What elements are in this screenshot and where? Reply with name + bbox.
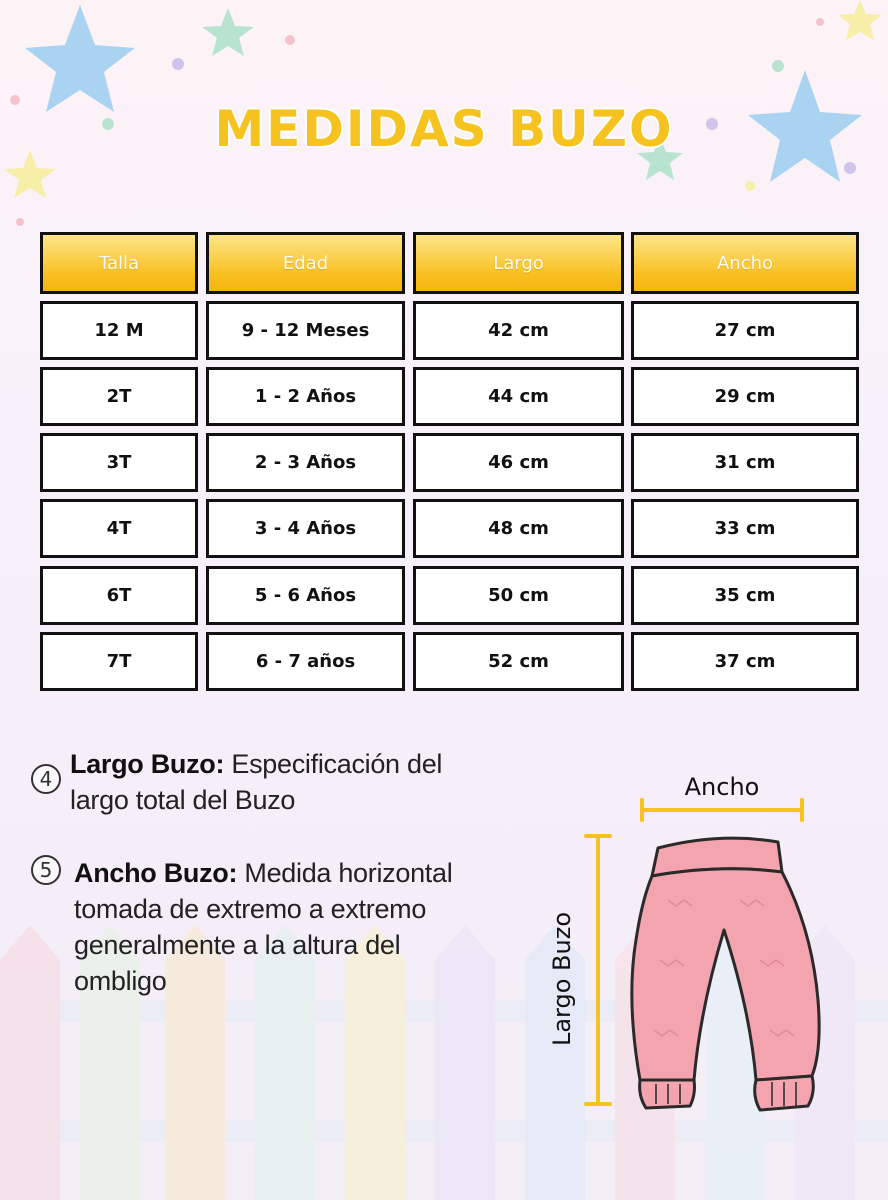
note-label: Ancho Buzo: (74, 858, 238, 888)
table-cell-ancho: 27 cm (631, 301, 859, 360)
table-cell-largo: 42 cm (413, 301, 624, 360)
note-text: ombligo (74, 966, 167, 996)
note-number-badge: 4 (31, 764, 61, 794)
table-cell-talla: 3T (40, 433, 198, 492)
table-header-largo: Largo (413, 232, 624, 294)
table-cell-ancho: 35 cm (631, 566, 859, 625)
note-text: generalmente a la altura del (74, 930, 401, 960)
table-cell-edad: 6 - 7 años (206, 632, 405, 691)
table-cell-talla: 2T (40, 367, 198, 426)
table-header-edad: Edad (206, 232, 405, 294)
table-cell-edad: 5 - 6 Años (206, 566, 405, 625)
table-cell-edad: 9 - 12 Meses (206, 301, 405, 360)
note-text: Medida horizontal (244, 858, 453, 888)
width-measure-line (642, 800, 802, 820)
note-text: Especificación del (231, 749, 443, 779)
table-cell-largo: 44 cm (413, 367, 624, 426)
table-cell-talla: 4T (40, 499, 198, 558)
width-measure-label: Ancho (684, 773, 760, 801)
table-cell-edad: 3 - 4 Años (206, 499, 405, 558)
table-cell-talla: 12 M (40, 301, 198, 360)
length-measure-line (586, 836, 610, 1104)
note-text: tomada de extremo a extremo (74, 894, 427, 924)
table-cell-ancho: 29 cm (631, 367, 859, 426)
sweatpants-icon (632, 838, 819, 1110)
table-cell-edad: 2 - 3 Años (206, 433, 405, 492)
note-text: largo total del Buzo (70, 785, 296, 815)
table-cell-ancho: 31 cm (631, 433, 859, 492)
note-label: Largo Buzo: (70, 749, 225, 779)
table-cell-talla: 6T (40, 566, 198, 625)
table-cell-largo: 50 cm (413, 566, 624, 625)
table-cell-ancho: 33 cm (631, 499, 859, 558)
table-cell-largo: 48 cm (413, 499, 624, 558)
table-header-ancho: Ancho (631, 232, 859, 294)
table-cell-largo: 46 cm (413, 433, 624, 492)
note-number-badge: 5 (31, 855, 61, 885)
page-title: MEDIDAS BUZO (214, 100, 674, 158)
table-cell-talla: 7T (40, 632, 198, 691)
table-cell-largo: 52 cm (413, 632, 624, 691)
table-cell-ancho: 37 cm (631, 632, 859, 691)
table-cell-edad: 1 - 2 Años (206, 367, 405, 426)
length-measure-label: Largo Buzo (548, 911, 576, 1047)
table-header-talla: Talla (40, 232, 198, 294)
